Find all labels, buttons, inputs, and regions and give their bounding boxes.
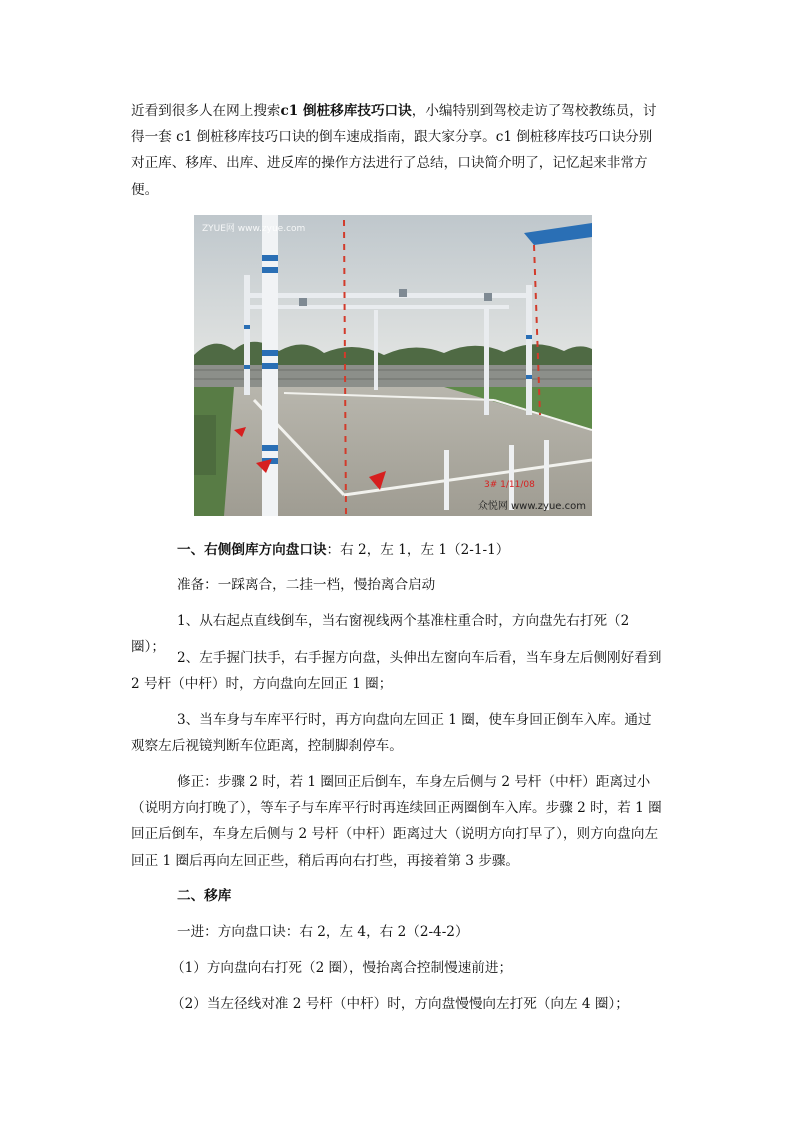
section2-heading	[131, 883, 663, 909]
section1-heading: 一、右侧倒库方向盘口诀	[177, 542, 327, 558]
photo-date-stamp: 3# 1/11/08	[484, 480, 535, 490]
photo-watermark-top: ZYUE网 www.zyue.com	[202, 224, 306, 234]
section1-step1: 1、从右起点直线倒车，当右窗视线两个基准柱重合时，方向盘先右打死（2 圈）；	[131, 613, 630, 656]
section1-step3: 3、当车身与车库平行时，再方向盘向左回正 1 圈，使车身回正倒车入库。通过观察左后视镜判断车位距离，控制脚刹停车。	[131, 712, 652, 755]
intro-paragraph	[131, 98, 663, 203]
photo-watermark-bottom: 众悦网 www.zyue.com	[477, 501, 586, 512]
section1-step2: 2、左手握门扶手，右手握方向盘，头伸出左窗向车后看，当车身左后侧刚好看到 2 号杆（中杆）时，方向盘向左回正 1 圈；	[131, 650, 662, 693]
intro-keyword: c1 倒桩移库技巧口诀	[280, 103, 412, 119]
section2-heading-text: 二、移库	[177, 888, 232, 904]
photo-illustration	[194, 215, 592, 516]
section2-line2: （1）方向盘向右打死（2 圈），慢抬离合控制慢速前进；	[171, 960, 513, 976]
section2-line1: 一进：方向盘口诀：右 2，左 4，右 2（2-4-2）	[177, 924, 469, 940]
section1-prep: 准备：一踩离合，二挂一档，慢抬离合启动	[177, 577, 436, 593]
section1-formula: ：右 2，左 1，左 1（2-1-1）	[326, 542, 510, 558]
section1-fix: 修正：步骤 2 时，若 1 圈回正后倒车，车身左后侧与 2 号杆（中杆）距离过小（说明方向打晚了），等车子与车库平行时再连续回正两圈倒车入库。步骤 2 时，若 1 圈回正后倒车，车身左后侧与 2 号杆（中杆）距离过大（说明方向打早了），则方向盘向左回正 1 圈后再向左回正些，稍后再向右打些，再接着第 3 步骤。	[131, 774, 662, 869]
section1-heading-line	[131, 537, 663, 563]
intro-rest: ，小编特别到驾校走访了驾校教练员，讨得一套 c1 倒桩移库技巧口诀的倒车速成指南，跟大家分享。c1 倒桩移库技巧口诀分别对正库、移库、出库、进反库的操作方法进行了总结，口诀简介明了，记忆起来非常方便。	[131, 103, 657, 198]
section2-line3: （2）当左径线对准 2 号杆（中杆）时，方向盘慢慢向左打死（向左 4 圈）；	[171, 996, 629, 1012]
intro-prefix: 近看到很多人在网上搜索	[131, 103, 281, 119]
driving-test-photo	[194, 215, 592, 516]
